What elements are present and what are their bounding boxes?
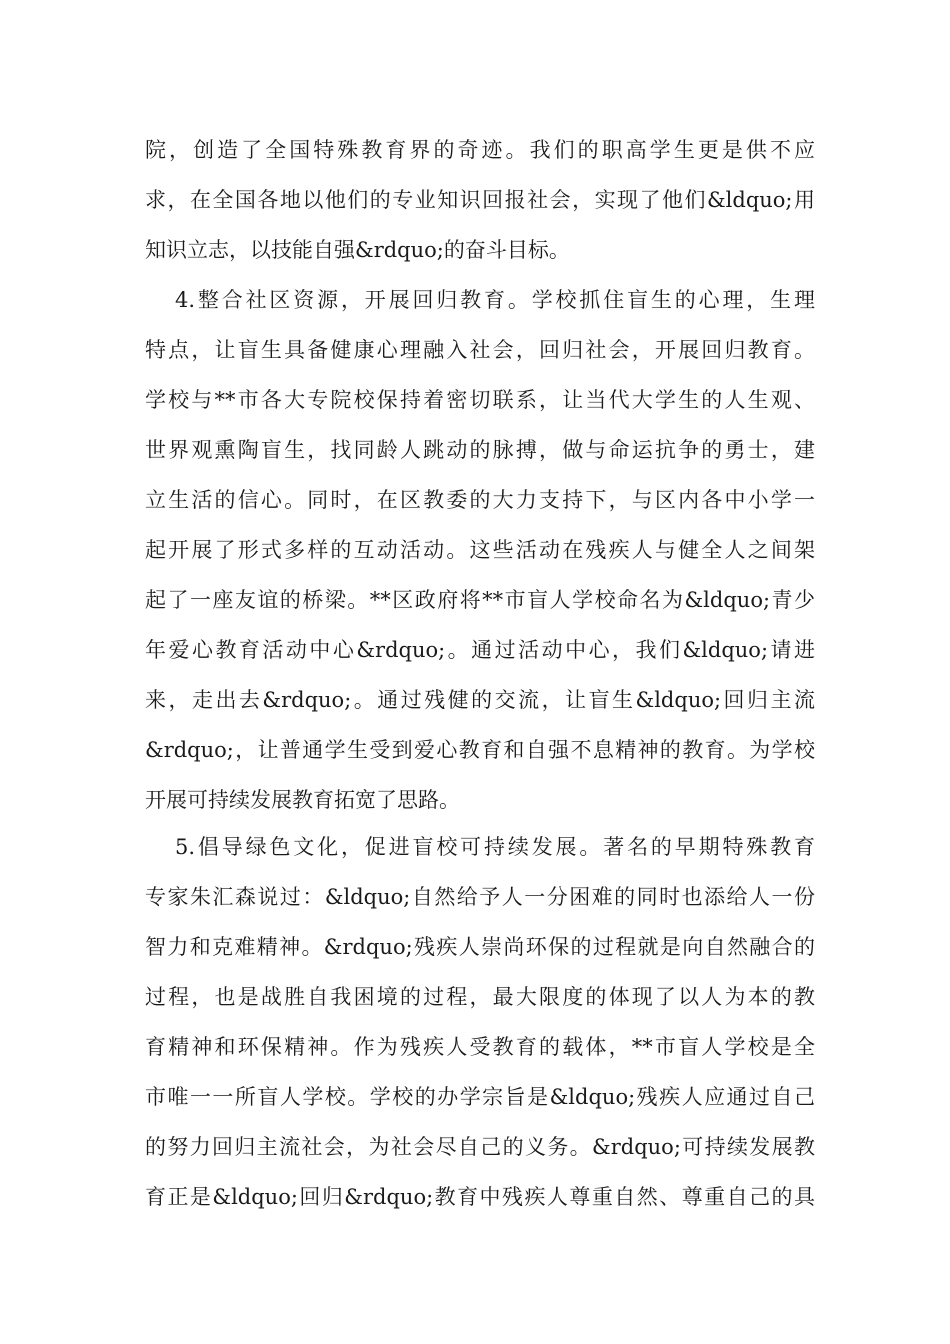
- text-line: 智力和克难精神。&rdquo;残疾人崇尚环保的过程就是向自然融合的: [145, 935, 815, 959]
- text-line: 过程，也是战胜自我困境的过程，最大限度的体现了以人为本的教: [145, 985, 815, 1009]
- text-line: 年爱心教育活动中心&rdquo;。通过活动中心，我们&ldquo;请进: [145, 638, 815, 662]
- text-line: 院，创造了全国特殊教育界的奇迹。我们的职高学生更是供不应: [145, 138, 815, 162]
- paragraph-4-community-resources: [145, 275, 815, 825]
- paragraph-5-green-culture: [145, 822, 815, 1222]
- text-line: 起开展了形式多样的互动活动。这些活动在残疾人与健全人之间架: [145, 538, 815, 562]
- text-line: 世界观熏陶盲生，找同龄人跳动的脉搏，做与命运抗争的勇士，建: [145, 438, 815, 462]
- text-line: 5.倡导绿色文化，促进盲校可持续发展。著名的早期特殊教育: [175, 835, 815, 859]
- text-line: 知识立志，以技能自强&rdquo;的奋斗目标。: [145, 238, 570, 262]
- text-line: 4.整合社区资源，开展回归教育。学校抓住盲生的心理，生理: [175, 288, 815, 312]
- text-line: &rdquo;，让普通学生受到爱心教育和自强不息精神的教育。为学校: [145, 738, 815, 762]
- text-line: 求，在全国各地以他们的专业知识回报社会，实现了他们&ldquo;用: [145, 188, 815, 212]
- text-line: 育正是&ldquo;回归&rdquo;教育中残疾人尊重自然、尊重自己的具: [145, 1185, 815, 1209]
- paragraph-continuation: [145, 125, 815, 275]
- text-line: 起了一座友谊的桥梁。**区政府将**市盲人学校命名为&ldquo;青少: [145, 588, 815, 612]
- text-line: 开展可持续发展教育拓宽了思路。: [145, 788, 460, 812]
- text-line: 市唯一一所盲人学校。学校的办学宗旨是&ldquo;残疾人应通过自己: [145, 1085, 815, 1109]
- text-line: 特点，让盲生具备健康心理融入社会，回归社会，开展回归教育。: [145, 338, 815, 362]
- text-line: 来，走出去&rdquo;。通过残健的交流，让盲生&ldquo;回归主流: [145, 688, 815, 712]
- text-line: 的努力回归主流社会，为社会尽自己的义务。&rdquo;可持续发展教: [145, 1135, 815, 1159]
- text-line: 立生活的信心。同时，在区教委的大力支持下，与区内各中小学一: [145, 488, 815, 512]
- text-line: 学校与**市各大专院校保持着密切联系，让当代大学生的人生观、: [145, 388, 815, 412]
- text-line: 专家朱汇森说过：&ldquo;自然给予人一分困难的同时也添给人一份: [145, 885, 815, 909]
- text-line: 育精神和环保精神。作为残疾人受教育的载体，**市盲人学校是全: [145, 1035, 815, 1059]
